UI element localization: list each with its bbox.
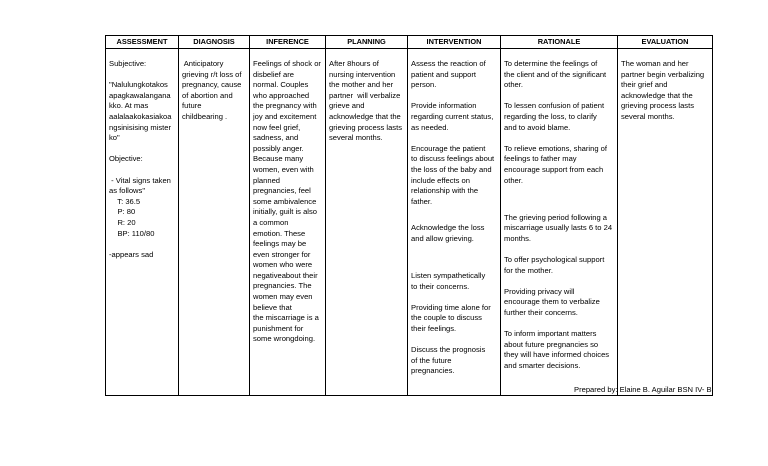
planning-line: the mother and her [329,80,394,90]
quote-line: apagkawalangana [109,90,171,100]
inference-line: emotion. These [253,228,306,238]
inference-line: planned [253,175,281,185]
diagnosis-line: grieving r/t loss of [182,69,242,79]
inference-line: initially, guilt is also [253,207,318,217]
inference-line: Because many [253,154,304,164]
planning-cell [326,49,408,396]
planning-line: partner will verbalize [329,90,401,100]
diagnosis-line: of abortion and [182,90,233,100]
rationale-line: encourage them to verbalize [504,297,600,307]
objective-label: Objective: [109,154,143,164]
rationale-line: Providing privacy will [504,286,575,296]
intervention-line: include effects on [411,175,470,185]
header-diagnosis: DIAGNOSIS [179,36,250,49]
inference-line: women may even [253,292,313,302]
inference-line: pregnancies, feel [253,186,311,196]
evaluation-line: their grief and [621,80,668,90]
inference-line: the pregnancy with [253,101,317,111]
rationale-line: and to avoid blame. [504,122,571,132]
intervention-line: Discuss the prognosis [411,345,486,355]
vital-line: BP: 110/80 [109,228,155,238]
rationale-line: other. [504,80,523,90]
inference-line: now feel grief, [253,122,301,132]
planning-line: After 8hours of [329,59,379,68]
inference-line: pregnancies. The [253,281,312,291]
rationale-cell [501,49,618,396]
rationale-line: To determine the feelings of [504,59,598,68]
rationale-line: about future pregnancies so [504,339,599,349]
rationale-line: the client and of the significant [504,69,607,79]
inference-line: joy and excitement [253,111,317,121]
inference-line: even stronger for [253,249,311,259]
intervention-line: Encourage the patient [411,143,486,153]
prepared-by: Prepared by: Elaine B. Aguilar BSN IV- B [574,385,712,394]
rationale-line: feelings to father may [504,154,577,164]
quote-line: "Nalulungkotakos [109,80,168,90]
evaluation-line: acknowledge that the [621,90,693,100]
intervention-line: to discuss feelings about [411,154,495,164]
content-row [106,49,713,396]
inference-line: possibly anger. [253,143,304,153]
inference-line: women, even with [253,164,314,174]
vital-line: R: 20 [109,217,136,227]
quote-line: aalalaakokasiakoa [109,111,172,121]
intervention-line: Provide information [411,101,477,111]
intervention-line: the loss of the baby and [411,164,492,174]
diagnosis-line: childbearing . [182,111,228,121]
inference-line: normal. Couples [253,80,309,90]
header-planning: PLANNING [326,36,408,49]
inference-line: believe that [253,302,292,312]
inference-cell [250,49,326,396]
rationale-line: further their concerns. [504,308,578,318]
appears-sad: -appears sad [109,249,154,259]
header-rationale: RATIONALE [501,36,618,49]
inference-line: the miscarriage is a [253,313,319,323]
nursing-care-plan-table [105,35,713,396]
intervention-line: to their concerns. [411,281,470,291]
intervention-line: Providing time alone for [411,302,491,312]
evaluation-cell [618,49,713,396]
vital-line: P: 80 [109,207,136,217]
inference-line: who approached [253,90,310,100]
evaluation-line: several months. [621,111,675,121]
rationale-line: miscarriage usually lasts 6 to 24 [504,223,613,233]
planning-line: grieve and [329,101,365,111]
rationale-line: To inform important matters [504,329,597,339]
inference-line: punishment for [253,323,304,333]
intervention-line: Listen sympathetically [411,271,486,281]
vital-line: T: 36.5 [109,196,141,206]
rationale-line: they will have informed choices [504,350,610,360]
inference-line: some ambivalence [253,196,317,206]
intervention-line: Assess the reaction of [411,59,486,68]
assessment-cell [106,49,179,396]
inference-line: some wrongdoing. [253,334,316,344]
planning-line: nursing intervention [329,69,396,79]
diagnosis-line: pregnancy, cause [182,80,242,90]
vital-line: as follows" [109,186,146,196]
planning-line: grieving process lasts [329,122,403,132]
intervention-line: pregnancies. [411,366,455,376]
intervention-line: regarding current status, [411,111,494,121]
intervention-line: Acknowledge the loss [411,223,485,233]
intervention-line: father. [411,196,433,206]
diagnosis-cell [179,49,250,396]
intervention-line: the couple to discuss [411,313,482,323]
quote-line: ngsinisising mister [109,122,172,132]
evaluation-line: grieving process lasts [621,101,695,111]
evaluation-line: partner begin verbalizing [621,69,705,79]
header-assessment: ASSESSMENT [106,36,179,49]
intervention-line: and allow grieving. [411,233,474,243]
inference-line: women who were [253,260,313,270]
header-intervention: INTERVENTION [408,36,501,49]
quote-line: ko" [109,133,120,143]
inference-line: disbelief are [253,69,294,79]
rationale-line: To relieve emotions, sharing of [504,143,607,153]
rationale-line: and smarter decisions. [504,361,581,371]
intervention-line: of the future [411,355,452,365]
quote-line: kko. At mas [109,101,149,111]
header-inference: INFERENCE [250,36,326,49]
rationale-line: The grieving period following a [504,212,607,222]
rationale-line: other. [504,175,523,185]
header-evaluation: EVALUATION [618,36,713,49]
diagnosis-line: future [182,101,202,111]
intervention-line: patient and support [411,69,477,79]
intervention-cell [408,49,501,396]
intervention-line: relationship with the [411,186,479,196]
inference-line: a common [253,217,289,227]
inference-line: sadness, and [253,133,299,143]
vital-line: - Vital signs taken [109,175,171,185]
rationale-line: To lessen confusion of patient [504,101,605,111]
rationale-line: regarding the loss, to clarify [504,111,597,121]
inference-line: feelings may be [253,239,307,249]
inference-line: negativeabout their [253,270,318,280]
diagnosis-line: Anticipatory [182,59,224,68]
rationale-line: months. [504,233,532,243]
inference-line: Feelings of shock or [253,59,321,68]
intervention-line: their feelings. [411,324,457,334]
planning-line: several months. [329,133,383,143]
rationale-line: encourage support from each [504,164,604,174]
rationale-line: To offer psychological support [504,255,605,265]
header-row [106,36,713,49]
subjective-label: Subjective: [109,59,147,68]
evaluation-line: The woman and her [621,59,689,68]
intervention-line: as needed. [411,122,449,132]
rationale-line: for the mother. [504,265,553,275]
planning-line: acknowledge that the [329,111,401,121]
intervention-line: person. [411,80,437,90]
